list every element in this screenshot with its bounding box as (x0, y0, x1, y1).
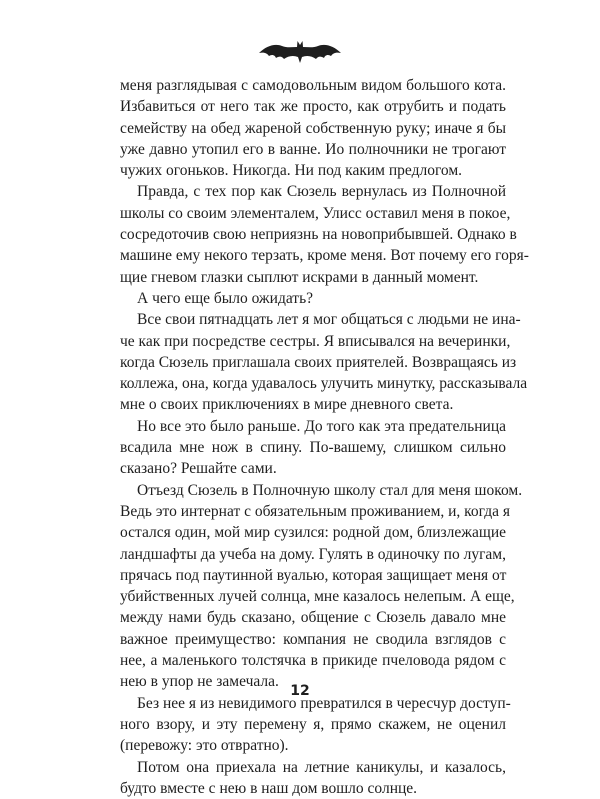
text-line: остался один, мой мир сузился: родной дом, близлежащие (120, 522, 506, 543)
text-line: Все свои пятнадцать лет я мог общаться с людьми не ина- (120, 309, 506, 330)
text-line: между нами будь сказано, общение с Сюзель давало мне (120, 607, 506, 628)
text-line: Потом она приехала на летние каникулы, и казалось, (120, 757, 506, 778)
text-line: важное преимущество: компания не сводила взглядов с (120, 629, 506, 650)
text-line: убийственных лучей солнца, мне казалось нелепым. А еще, (120, 586, 506, 607)
text-line: меня разглядывая с самодовольным видом большого кота. (120, 75, 506, 96)
paragraph (120, 480, 506, 693)
text-line: всадила мне нож в спину. По-вашему, слишком сильно (120, 437, 506, 458)
paragraph (120, 757, 506, 799)
paragraph (120, 288, 506, 309)
text-line: Правда, с тех пор как Сюзель вернулась из Полночной (120, 181, 506, 202)
text-line: Отъезд Сюзель в Полночную школу стал для меня шоком. (120, 480, 506, 501)
text-line: А чего еще было ожидать? (120, 288, 506, 309)
text-line: прячась под паутинной вуалью, которая защищает меня от (120, 565, 506, 586)
text-line: мне о своих приключениях в мире дневного света. (120, 394, 506, 415)
text-line: Ведь это интернат с обязательным проживанием, и, когда я (120, 501, 506, 522)
text-line: когда Сюзель приглашала своих приятелей. Возвращаясь из (120, 352, 506, 373)
text-line: Но все это было раньше. До того как эта предательница (120, 416, 506, 437)
paragraph (120, 693, 506, 757)
text-line: сказано? Решайте сами. (120, 458, 506, 479)
bat-icon (258, 38, 342, 68)
text-line: чужих огоньков. Никогда. Ни под каким предлогом. (120, 160, 506, 181)
paragraph (120, 75, 506, 181)
paragraph (120, 181, 506, 287)
text-line: машине ему некого терзать, кроме меня. Вот почему его горя- (120, 245, 506, 266)
text-line: (перевожу: это отвратно). (120, 735, 506, 756)
text-line: Избавиться от него так же просто, как отрубить и подать (120, 96, 506, 117)
text-line: нее, а маленького толстячка в прикиде пчеловода рядом с (120, 650, 506, 671)
text-line: Без нее я из невидимого превратился в чересчур доступ- (120, 693, 506, 714)
text-line: уже давно утопил его в ванне. Ио полночники не трогают (120, 139, 506, 160)
page-number: 12 (0, 683, 600, 699)
text-line: че как при посредстве сестры. Я вписывался на вечеринки, (120, 331, 506, 352)
text-line: семейству на обед жареной собственную руку; иначе я бы (120, 118, 506, 139)
text-line: коллежа, она, когда удавалось улучить минутку, рассказывала (120, 373, 506, 394)
text-line: ландшафты да учеба на дому. Гулять в одиночку по лугам, (120, 544, 506, 565)
paragraph (120, 416, 506, 480)
text-line: школы со своим элементалем, Улисс оставил меня в покое, (120, 203, 506, 224)
text-line: ного взору, и эту перемену я, прямо скажем, не оценил (120, 714, 506, 735)
paragraph (120, 309, 506, 415)
text-line: щие гневом глазки сыплют искрами в данный момент. (120, 267, 506, 288)
text-line: сосредоточив свою неприязнь на новоприбывшей. Однако в (120, 224, 506, 245)
text-line: нею в упор не замечала. (120, 671, 506, 692)
text-line: будто вместе с нею в наш дом вошло солнце. (120, 778, 506, 799)
